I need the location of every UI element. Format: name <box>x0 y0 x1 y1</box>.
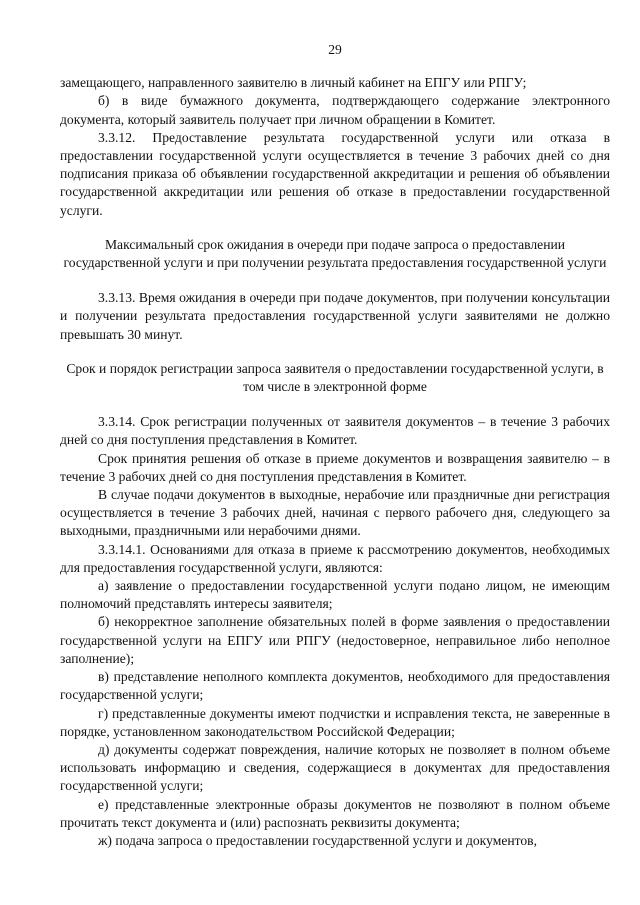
paragraph-continuation: замещающего, направленного заявителю в личный кабинет на ЕПГУ или РПГУ; <box>60 75 527 91</box>
paragraph-refusal-term: Срок принятия решения об отказе в приеме документов и возвращения заявителю – в течение 3 рабочих дней со дня поступления представления в Комитет. <box>60 450 610 484</box>
paragraph-3-3-13: 3.3.13. Время ожидания в очереди при подаче документов, при получении консультации и получении результата предоставления государственной услуги заявителями не должно превышать 30 минут. <box>60 290 610 342</box>
section-heading-waiting-time: Максимальный срок ожидания в очереди при подаче запроса о предоставлении государственной услуги и при получении результата предоставления государственной услуги <box>63 236 607 271</box>
list-item-d: д) документы содержат повреждения, наличие которых не позволяет в полном объеме использовать информацию и сведения, содержащиеся в документах для предоставления государственной услуги; <box>60 741 610 794</box>
paragraph-3-3-12: 3.3.12. Предоставление результата государственной услуги или отказа в предоставлении государственной услуги осуществляется в течение 3 рабочих дней со дня подписания приказа об объявлении государственной аккредитации и решения об объявлении государственной аккредитации или решения об отказе в предоставлении государственной услуги. <box>60 129 610 218</box>
page-number: 29 <box>328 42 342 57</box>
paragraph-3-3-14: 3.3.14. Срок регистрации полученных от заявителя документов – в течение 3 рабочих дней со дня поступления представления в Комитет. <box>60 414 610 448</box>
list-item-v: в) представление неполного комплекта документов, необходимого для предоставления государственной услуги; <box>60 669 610 703</box>
list-item-b: б) некорректное заполнение обязательных полей в форме заявления о предоставлении государственной услуги на ЕПГУ или РПГУ (недостоверное, неправильное либо неполное заполнение); <box>60 614 610 666</box>
paragraph-holidays: В случае подачи документов в выходные, нерабочие или праздничные дни регистрация осуществляется в течение 3 рабочих дней, начиная с первого рабочего дня, следующего за выходными, праздничными или нерабочими днями. <box>60 487 610 539</box>
paragraph-item-b: б) в виде бумажного документа, подтверждающего содержание электронного документа, который заявитель получает при личном обращении в Комитет. <box>60 93 610 127</box>
section-heading-registration: Срок и порядок регистрации запроса заявителя о предоставлении государственной услуги, в том числе в электронной форме <box>66 360 604 395</box>
list-item-zh: ж) подача запроса о предоставлении государственной услуги и документов, <box>98 832 538 848</box>
paragraph-3-3-14-1: 3.3.14.1. Основаниями для отказа в приеме к рассмотрению документов, необходимых для предоставления государственной услуги, являются: <box>60 541 610 575</box>
list-item-g: г) представленные документы имеют подчистки и исправления текста, не заверенные в порядке, установленном законодательством Российской Федерации; <box>60 705 610 739</box>
list-item-e: е) представленные электронные образы документов не позволяют в полном объеме прочитать текст документа и (или) распознать реквизиты документа; <box>60 796 610 830</box>
list-item-a: а) заявление о предоставлении государственной услуги подано лицом, не имеющим полномочий представлять интересы заявителя; <box>60 578 610 612</box>
